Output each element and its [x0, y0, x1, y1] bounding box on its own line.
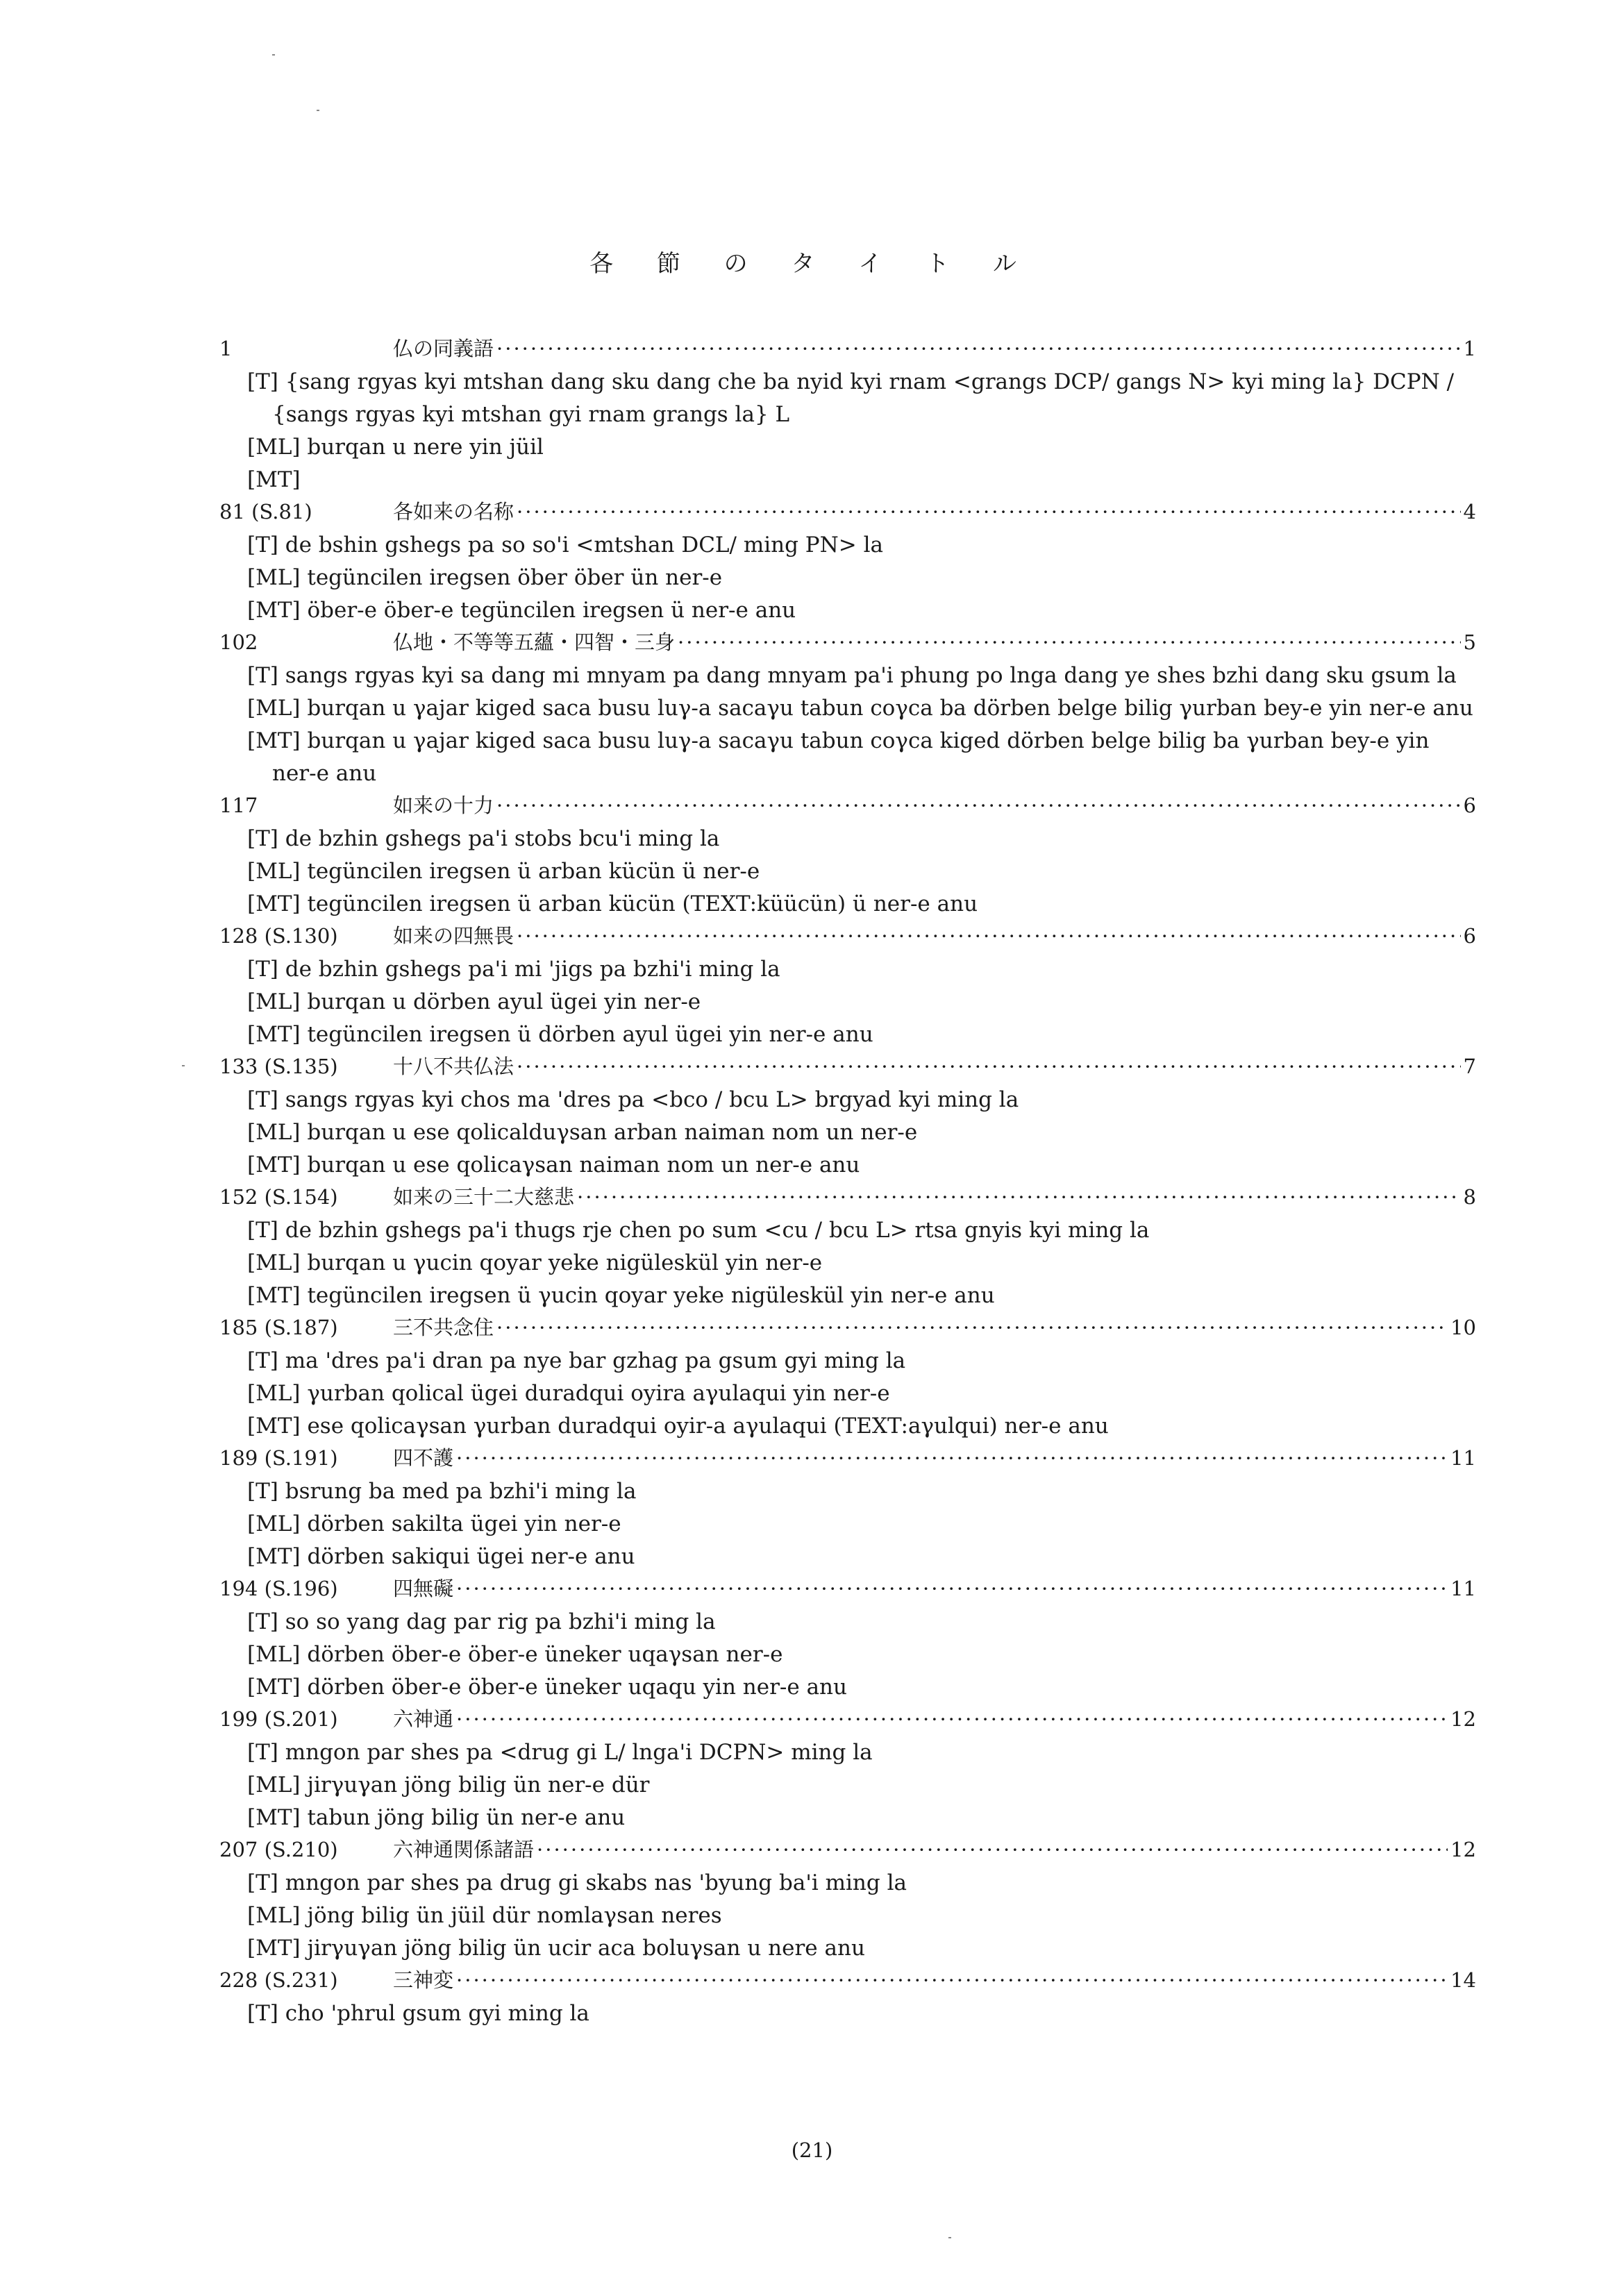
toc-entry-heading: [219, 1965, 1476, 1997]
toc-entry-heading: [219, 496, 1476, 529]
entry-title: 六神通: [393, 1707, 454, 1731]
entry-line: [ML] jöng bilig ün jüil dür nomlaγsan neres: [247, 1903, 722, 1928]
toc-entry-heading: [219, 1312, 1476, 1345]
entry-page-number: 12: [1450, 1838, 1476, 1861]
entry-line: [ML] burqan u nere yin jüil: [247, 435, 544, 460]
entry-page-number: 7: [1463, 1055, 1476, 1078]
entry-title: 如来の十力: [393, 794, 494, 817]
entry-line: [ML] dörben öber-e öber-e üneker uqaγsan ner-e: [247, 1642, 783, 1667]
entry-line: [MT] burqan u ese qolicaγsan naiman nom un ner-e anu: [247, 1153, 860, 1178]
entry-number: 199 (S.201): [219, 1707, 338, 1731]
table-of-contents: [219, 333, 1476, 2030]
entry-line: [ML] tegüncilen iregsen öber öber ün ner-e: [247, 565, 723, 590]
toc-entry-heading: [219, 1704, 1476, 1736]
entry-line: [ML] jirγuγan jöng bilig ün ner-e dür: [247, 1773, 650, 1798]
entry-line: [T] de bzhin gshegs pa'i mi 'jigs pa bzhi'i ming la: [247, 957, 780, 982]
entry-line: [T] mngon par shes pa drug gi skabs nas 'byung ba'i ming la: [247, 1870, 907, 1895]
toc-entry-heading: [219, 333, 1476, 366]
entry-number: 194 (S.196): [219, 1577, 338, 1600]
entry-line: [ML] tegüncilen iregsen ü arban kücün ü ner-e: [247, 859, 760, 884]
entry-title: 仏の同義語: [393, 337, 494, 360]
scan-speck: [317, 110, 319, 111]
dot-leader: [537, 1838, 1448, 1861]
entry-line: [T] mngon par shes pa <drug gi L/ lnga'i DCPN> ming la: [247, 1740, 873, 1765]
page-title: 各 節 の タ イ ト ル: [589, 250, 1035, 278]
dot-leader: [496, 337, 1461, 360]
entry-line: [T] sangs rgyas kyi chos ma 'dres pa <bco / bcu L> brgyad kyi ming la: [247, 1087, 1019, 1112]
entry-line: [ML] burqan u γajar kiged saca busu luγ-a sacaγu tabun coγca ba dörben belge bilig γurban bey-e yin ner-e anu: [247, 696, 1473, 721]
entry-number: 133 (S.135): [219, 1055, 338, 1078]
entry-line: [ML] γurban qolical ügei duradqui oyira aγulaqui yin ner-e: [247, 1381, 890, 1406]
dot-leader: [456, 1968, 1448, 1992]
entry-title: 如来の三十二大慈悲: [393, 1185, 575, 1209]
entry-line: [ML] burqan u dörben ayul ügei yin ner-e: [247, 989, 701, 1014]
entry-line: [T] {sang rgyas kyi mtshan dang sku dang che ba nyid kyi rnam <grangs DCP/ gangs N> kyi ming la} DCPN / {sangs rgyas kyi mtshan gyi rnam grangs la} L: [247, 369, 1455, 427]
entry-page-number: 14: [1450, 1968, 1476, 1992]
entry-page-number: 4: [1463, 500, 1476, 523]
toc-entry-heading: [219, 1051, 1476, 1084]
dot-leader: [577, 1185, 1461, 1209]
entry-number: 128 (S.130): [219, 924, 338, 948]
entry-number: 1: [219, 337, 233, 360]
entry-page-number: 11: [1450, 1446, 1476, 1470]
entry-number: 207 (S.210): [219, 1838, 338, 1861]
page-number: (21): [791, 2138, 833, 2162]
scan-speck: [272, 54, 275, 56]
entry-line: [T] de bzhin gshegs pa'i stobs bcu'i ming la: [247, 826, 720, 851]
dot-leader: [456, 1577, 1448, 1600]
entry-number: 228 (S.231): [219, 1968, 338, 1992]
entry-number: 189 (S.191): [219, 1446, 338, 1470]
entry-title: 各如来の名称: [393, 500, 514, 523]
entry-line: [MT]: [247, 467, 301, 492]
entry-number: 102: [219, 630, 258, 654]
toc-entry-heading: [219, 921, 1476, 953]
entry-page-number: 1: [1463, 337, 1476, 360]
entry-line: [T] ma 'dres pa'i dran pa nye bar gzhag pa gsum gyi ming la: [247, 1348, 906, 1373]
entry-title: 四無礙: [393, 1577, 454, 1600]
entry-page-number: 12: [1450, 1707, 1476, 1731]
entry-number: 81 (S.81): [219, 500, 312, 523]
dot-leader: [496, 794, 1461, 817]
entry-line: [MT] jirγuγan jöng bilig ün ucir aca boluγsan u nere anu: [247, 1936, 865, 1961]
entry-line: [ML] burqan u ese qolicalduγsan arban naiman nom un ner-e: [247, 1120, 918, 1145]
toc-entry-heading: [219, 1573, 1476, 1606]
dot-leader: [456, 1446, 1448, 1470]
dot-leader: [678, 630, 1461, 654]
toc-entry-heading: [219, 1834, 1476, 1867]
entry-title: 十八不共仏法: [393, 1055, 514, 1078]
entry-line: [T] de bshin gshegs pa so so'i <mtshan DCL/ ming PN> la: [247, 533, 883, 558]
entry-line: [MT] burqan u γajar kiged saca busu luγ-a sacaγu tabun coγca kiged dörben belge bilig ba γurban bey-e yin ner-e anu: [247, 728, 1430, 786]
entry-title: 如来の四無畏: [393, 924, 514, 948]
entry-line: [T] sangs rgyas kyi sa dang mi mnyam pa dang mnyam pa'i phung po lnga dang ye shes bzhi dang sku gsum la: [247, 663, 1457, 688]
dot-leader: [517, 500, 1461, 523]
entry-title: 四不護: [393, 1446, 454, 1470]
entry-line: [MT] tegüncilen iregsen ü dörben ayul ügei yin ner-e anu: [247, 1022, 873, 1047]
dot-leader: [456, 1707, 1448, 1731]
entry-page-number: 5: [1463, 630, 1476, 654]
entry-page-number: 10: [1450, 1316, 1476, 1339]
entry-line: [T] cho 'phrul gsum gyi ming la: [247, 2001, 589, 2026]
entry-line: [MT] dörben sakiqui ügei ner-e anu: [247, 1544, 635, 1569]
entry-line: [MT] ese qolicaγsan γurban duradqui oyir-a aγulaqui (TEXT:aγulqui) ner-e anu: [247, 1414, 1109, 1439]
entry-line: [T] so so yang dag par rig pa bzhi'i ming la: [247, 1609, 716, 1634]
entry-number: 185 (S.187): [219, 1316, 338, 1339]
entry-line: [T] bsrung ba med pa bzhi'i ming la: [247, 1479, 637, 1504]
entry-number: 117: [219, 794, 258, 817]
dot-leader: [496, 1316, 1448, 1339]
dot-leader: [517, 1055, 1461, 1078]
entry-line: [ML] dörben sakilta ügei yin ner-e: [247, 1511, 621, 1536]
toc-entry-heading: [219, 1182, 1476, 1214]
entry-number: 152 (S.154): [219, 1185, 338, 1209]
entry-page-number: 6: [1463, 794, 1476, 817]
entry-title: 六神通関係諸語: [393, 1838, 535, 1861]
entry-line: [T] de bzhin gshegs pa'i thugs rje chen po sum <cu / bcu L> rtsa gnyis kyi ming la: [247, 1218, 1150, 1243]
toc-entry-heading: [219, 627, 1476, 660]
entry-line: [MT] dörben öber-e öber-e üneker uqaqu yin ner-e anu: [247, 1675, 847, 1700]
entry-line: [ML] burqan u γucin qoyar yeke nigüleskül yin ner-e: [247, 1250, 823, 1275]
entry-line: [MT] tabun jöng bilig ün ner-e anu: [247, 1805, 626, 1830]
entry-title: 仏地・不等等五蘊・四智・三身: [393, 630, 676, 654]
toc-entry-heading: [219, 1443, 1476, 1475]
toc-entry-heading: [219, 790, 1476, 823]
entry-page-number: 8: [1463, 1185, 1476, 1209]
entry-page-number: 11: [1450, 1577, 1476, 1600]
scan-speck: [948, 2237, 951, 2238]
entry-line: [MT] tegüncilen iregsen ü γucin qoyar yeke nigüleskül yin ner-e anu: [247, 1283, 995, 1308]
scan-speck: [182, 1065, 185, 1066]
entry-title: 三不共念住: [393, 1316, 494, 1339]
entry-title: 三神変: [393, 1968, 454, 1992]
entry-line: [MT] öber-e öber-e tegüncilen iregsen ü ner-e anu: [247, 598, 796, 623]
entry-line: [MT] tegüncilen iregsen ü arban kücün (TEXT:küücün) ü ner-e anu: [247, 891, 978, 916]
entry-page-number: 6: [1463, 924, 1476, 948]
dot-leader: [517, 924, 1461, 948]
